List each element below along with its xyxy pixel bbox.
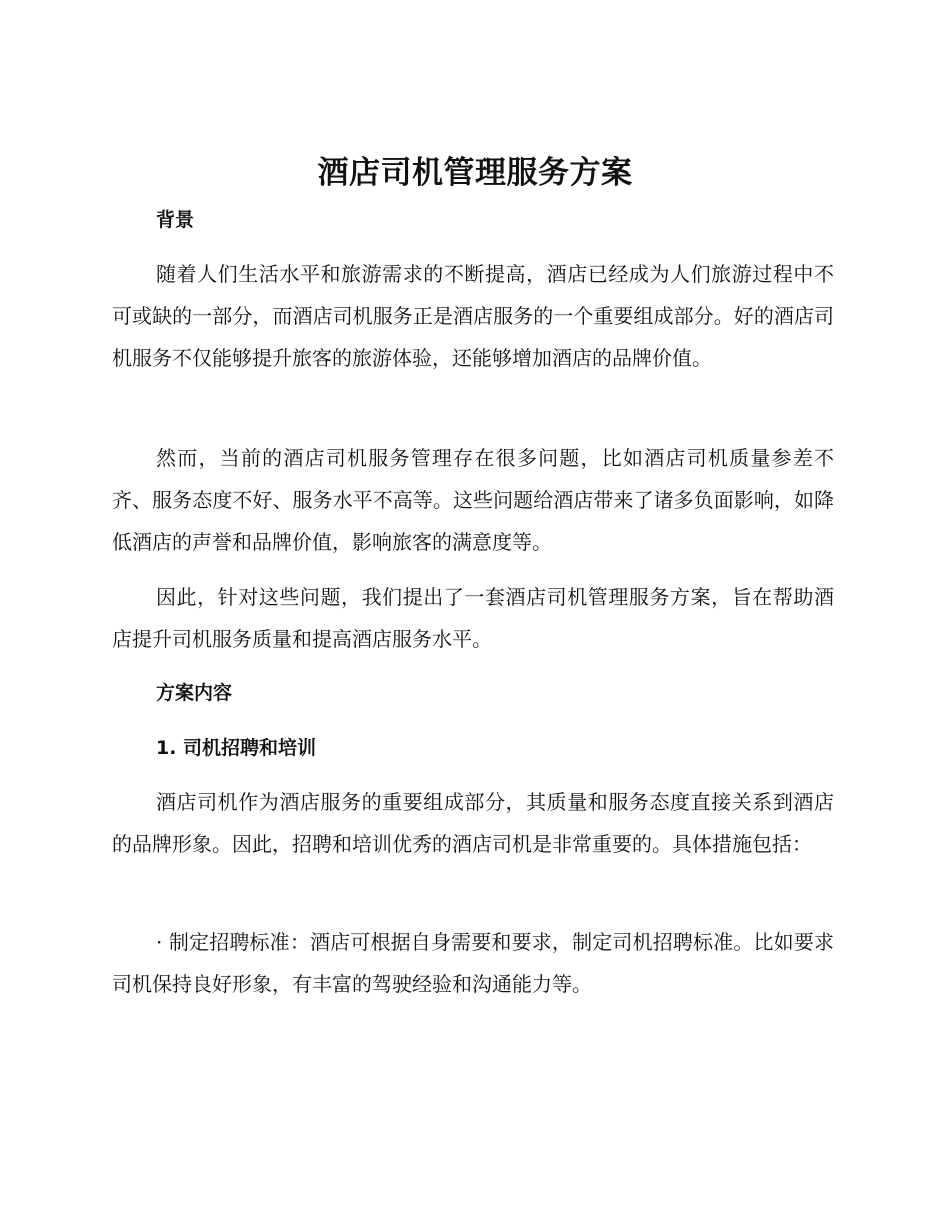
document-title: 酒店司机管理服务方案 [317,155,633,191]
paragraph-background-1: 随着人们生活水平和旅游需求的不断提高，酒店已经成为人们旅游过程中不可或缺的一部分，而酒店司机服务正是酒店服务的一个重要组成部分。好的酒店司机服务不仅能够提升旅客的旅游体验，还能够增加酒店的品牌价值。 [112,262,834,370]
subsection-heading-recruitment: 1. 司机招聘和培训 [156,737,317,759]
section-heading-plan: 方案内容 [156,682,233,704]
paragraph-background-2: 然而，当前的酒店司机服务管理存在很多问题，比如酒店司机质量参差不齐、服务态度不好、服务水平不高等。这些问题给酒店带来了诸多负面影响，如降低酒店的声誉和品牌价值，影响旅客的满意度等。 [112,446,834,554]
section-heading-background: 背景 [156,209,195,231]
paragraph-recruitment-1: 酒店司机作为酒店服务的重要组成部分，其质量和服务态度直接关系到酒店的品牌形象。因此，招聘和培训优秀的酒店司机是非常重要的。具体措施包括： [112,790,834,856]
bullet-recruitment-standard: · 制定招聘标准：酒店可根据自身需要和要求，制定司机招聘标准。比如要求司机保持良好形象，有丰富的驾驶经验和沟通能力等。 [112,930,834,996]
paragraph-background-3: 因此，针对这些问题，我们提出了一套酒店司机管理服务方案，旨在帮助酒店提升司机服务质量和提高酒店服务水平。 [112,585,834,651]
